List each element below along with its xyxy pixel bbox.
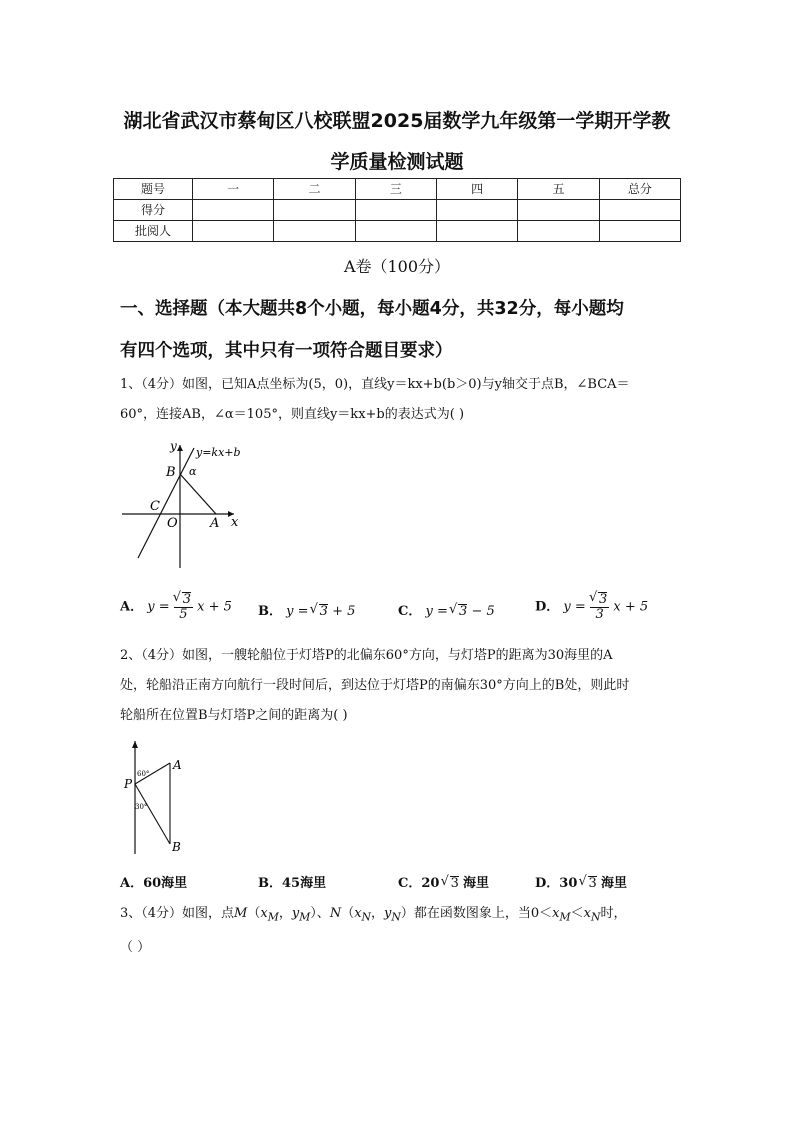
- option-letter: C．: [398, 604, 422, 619]
- option-a-rest: x + 5: [197, 599, 232, 615]
- grader-cell[interactable]: [355, 221, 436, 242]
- q2-figure: [120, 738, 195, 856]
- q1-option-a[interactable]: [120, 592, 232, 622]
- label-b: B: [166, 465, 176, 480]
- label-c: C: [150, 499, 160, 514]
- q3-suffix: ）都在函数图象上，当0＜: [400, 906, 553, 921]
- var-m: M: [234, 906, 248, 921]
- score-cell[interactable]: [436, 200, 517, 221]
- var-y: y: [291, 906, 300, 921]
- question-2-text: [120, 641, 680, 731]
- var-n: N: [329, 906, 342, 921]
- q2-line2: 处，轮船沿正南方向航行一段时间后，到达位于灯塔P的南偏东30°方向上的B处，则此时: [120, 678, 630, 693]
- row-label: 批阅人: [114, 221, 193, 242]
- header-cell: 总分: [599, 179, 680, 200]
- sub-m: M: [299, 910, 311, 924]
- option-text: A．60海里: [120, 876, 188, 891]
- paren: （: [341, 906, 355, 921]
- label-angle-60: 60°: [137, 770, 150, 778]
- less-than: ＜: [570, 906, 584, 921]
- sqrt-3: √ 3: [450, 876, 459, 891]
- q2-option-c[interactable]: [398, 872, 489, 891]
- sqrt-3: √ 3: [319, 604, 328, 619]
- q2-line1: 2、（4分）如图，一艘轮船位于灯塔P的北偏东60°方向，与灯塔P的距离为30海里的A: [120, 648, 613, 663]
- q3-line1: 3、（4分）如图，点$M(x_M$，$y_M$）、$N(x_N$，$y_N$）都在函数图象上，当$0<x_M<x_N$时，: [120, 906, 627, 924]
- option-b-lhs: y =: [286, 604, 309, 619]
- grader-cell[interactable]: [193, 221, 274, 242]
- header-cell: 题号: [114, 179, 193, 200]
- q1-figure: [118, 440, 248, 570]
- sqrt-3: √ 3: [182, 592, 191, 607]
- option-letter: D．: [535, 599, 560, 615]
- option-c-lhs: y =: [425, 604, 448, 619]
- paren: （: [247, 906, 261, 921]
- exam-title-line2: 学质量检测试题: [330, 151, 464, 173]
- q2-line3: 轮船所在位置B与灯塔P之间的距离为( ): [120, 708, 348, 723]
- grader-cell[interactable]: [274, 221, 355, 242]
- segment-ba: [180, 474, 216, 514]
- question-3-text: [120, 899, 680, 963]
- north-arrow: [132, 741, 138, 748]
- var-x: x: [260, 906, 268, 921]
- label-b: B: [172, 840, 181, 854]
- option-unit: 海里: [463, 876, 490, 891]
- label-y: y: [170, 440, 177, 453]
- label-alpha: α: [189, 465, 197, 478]
- score-table-header-row: [114, 179, 681, 200]
- label-x: x: [231, 515, 239, 530]
- option-a-lhs: y =: [147, 599, 170, 615]
- denominator: 5: [179, 607, 188, 622]
- sqrt-3: √ 3: [458, 604, 467, 619]
- q2-option-d[interactable]: [535, 872, 627, 891]
- var-x: x: [552, 906, 560, 921]
- score-cell[interactable]: [355, 200, 436, 221]
- q3-prefix: 3、（4分）如图，点: [120, 906, 235, 921]
- grader-cell[interactable]: [599, 221, 680, 242]
- option-text: D．30: [535, 876, 578, 891]
- sqrt-3: √ 3: [588, 876, 597, 891]
- header-cell: 五: [518, 179, 599, 200]
- header-cell: 二: [274, 179, 355, 200]
- option-letter: A．: [120, 599, 144, 615]
- label-o: O: [167, 516, 178, 531]
- q1-option-b[interactable]: [258, 600, 355, 619]
- q3-line2: （ ）: [120, 939, 151, 955]
- option-a-fraction: [174, 592, 193, 622]
- score-row: [114, 200, 681, 221]
- sub-m: M: [559, 910, 571, 924]
- denominator: 3: [595, 607, 604, 622]
- option-letter: B．: [258, 604, 282, 619]
- question-1-text: [120, 370, 680, 430]
- q1-option-d[interactable]: [535, 592, 648, 622]
- sub-n: N: [590, 910, 601, 924]
- grader-cell[interactable]: [436, 221, 517, 242]
- sub-m: M: [267, 910, 279, 924]
- header-cell: 四: [436, 179, 517, 200]
- option-unit: 海里: [600, 876, 627, 891]
- var-x: x: [583, 906, 591, 921]
- score-cell[interactable]: [599, 200, 680, 221]
- option-text: B．45海里: [258, 876, 327, 891]
- comma: ，: [371, 906, 385, 921]
- score-cell[interactable]: [518, 200, 599, 221]
- q1-line2: 60°，连接AB，∠α＝105°，则直线y＝kx+b的表达式为( ): [120, 407, 465, 422]
- sub-n: N: [361, 910, 372, 924]
- exam-title-line1: 湖北省武汉市蔡甸区八校联盟2025届数学九年级第一学期开学教: [123, 110, 671, 132]
- option-d-lhs: y =: [563, 599, 586, 615]
- label-a: A: [210, 516, 220, 531]
- label-angle-30: 30°: [135, 803, 148, 811]
- q3-suffix2: 时，: [600, 906, 627, 921]
- option-c-rest: − 5: [471, 604, 495, 619]
- comma: ，: [278, 906, 292, 921]
- option-text: C．20: [398, 876, 440, 891]
- q2-option-b[interactable]: [258, 872, 326, 891]
- q1-line1: 1、（4分）如图，已知A点坐标为(5，0)，直线y＝kx+b(b＞0)与y轴交于点B，∠BCA＝: [120, 377, 630, 392]
- score-cell[interactable]: [274, 200, 355, 221]
- header-cell: 一: [193, 179, 274, 200]
- score-table: [113, 178, 681, 242]
- var-x: x: [354, 906, 362, 921]
- option-b-rest: + 5: [332, 604, 356, 619]
- score-cell[interactable]: [193, 200, 274, 221]
- sub-n: N: [391, 910, 401, 924]
- sqrt-3: √ 3: [598, 592, 607, 607]
- row-label: 得分: [114, 200, 193, 221]
- var-y: y: [384, 906, 392, 921]
- section-a-heading: A卷（100分）: [343, 257, 451, 276]
- section1-heading-line2: 有四个选项，其中只有一项符合题目要求）: [120, 341, 453, 361]
- q2-option-a[interactable]: [120, 872, 187, 891]
- option-d-rest: x + 5: [613, 599, 649, 615]
- label-line: y=kx+b: [196, 446, 241, 459]
- option-d-fraction: [590, 592, 609, 622]
- grader-cell[interactable]: [518, 221, 599, 242]
- label-p: P: [124, 777, 133, 791]
- label-a: A: [173, 758, 182, 772]
- q1-option-c[interactable]: [398, 600, 495, 619]
- segment-pb: [135, 784, 170, 844]
- y-axis-arrow: [177, 445, 183, 451]
- header-cell: 三: [355, 179, 436, 200]
- section1-heading-line1: 一、选择题（本大题共8个小题，每小题4分，共32分，每小题均: [120, 299, 624, 319]
- grader-row: [114, 221, 681, 242]
- q3-sep: 、: [316, 906, 330, 921]
